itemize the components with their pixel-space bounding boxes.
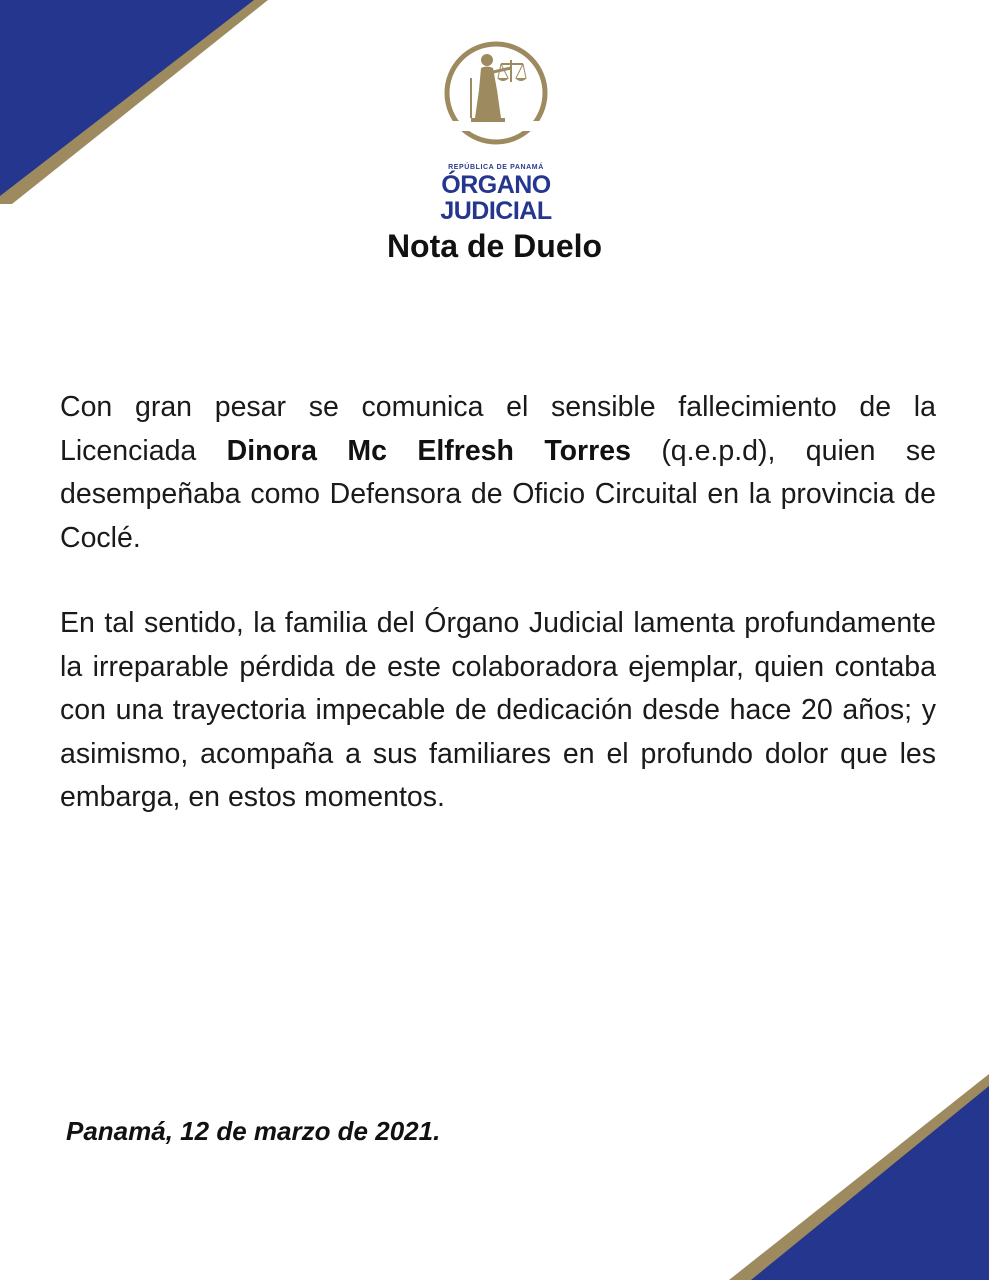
deceased-name: Dinora Mc Elfresh Torres [226, 434, 631, 467]
corner-decoration-bottom-right [729, 1070, 989, 1280]
logo-republica-text: REPÚBLICA DE PANAMÁ [448, 164, 544, 171]
paragraph-announcement-rest: (q.e.p.d), quien se desempeñaba como Defensora de Oficio Circuital en la provincia de Coclé. [60, 434, 936, 554]
paragraph-announcement-intro: Con gran pesar se comunica el sensible fallecimiento de la Licenciada [60, 391, 936, 467]
page-title: Nota de Duelo [386, 228, 603, 264]
paragraph-announcement [60, 386, 936, 560]
organo-judicial-logo [430, 38, 562, 225]
corner-decoration-top-left [0, 0, 272, 210]
logo-organo-text: ÓRGANO [441, 171, 551, 199]
paragraph-condolences: En tal sentido, la familia del Órgano Judicial lamenta profundamente la irreparable pérdida de este colaboradora ejemplar, quien contaba con una trayectoria impecable de dedicación desde hace 20 años; y asimismo, acompaña a sus familiares en el profundo dolor que les embarga, en estos momentos. [60, 607, 936, 813]
justice-scales-emblem-icon [441, 38, 551, 158]
logo-judicial-text: JUDICIAL [440, 197, 552, 225]
date-line: Panamá, 12 de marzo de 2021. [66, 1116, 441, 1146]
